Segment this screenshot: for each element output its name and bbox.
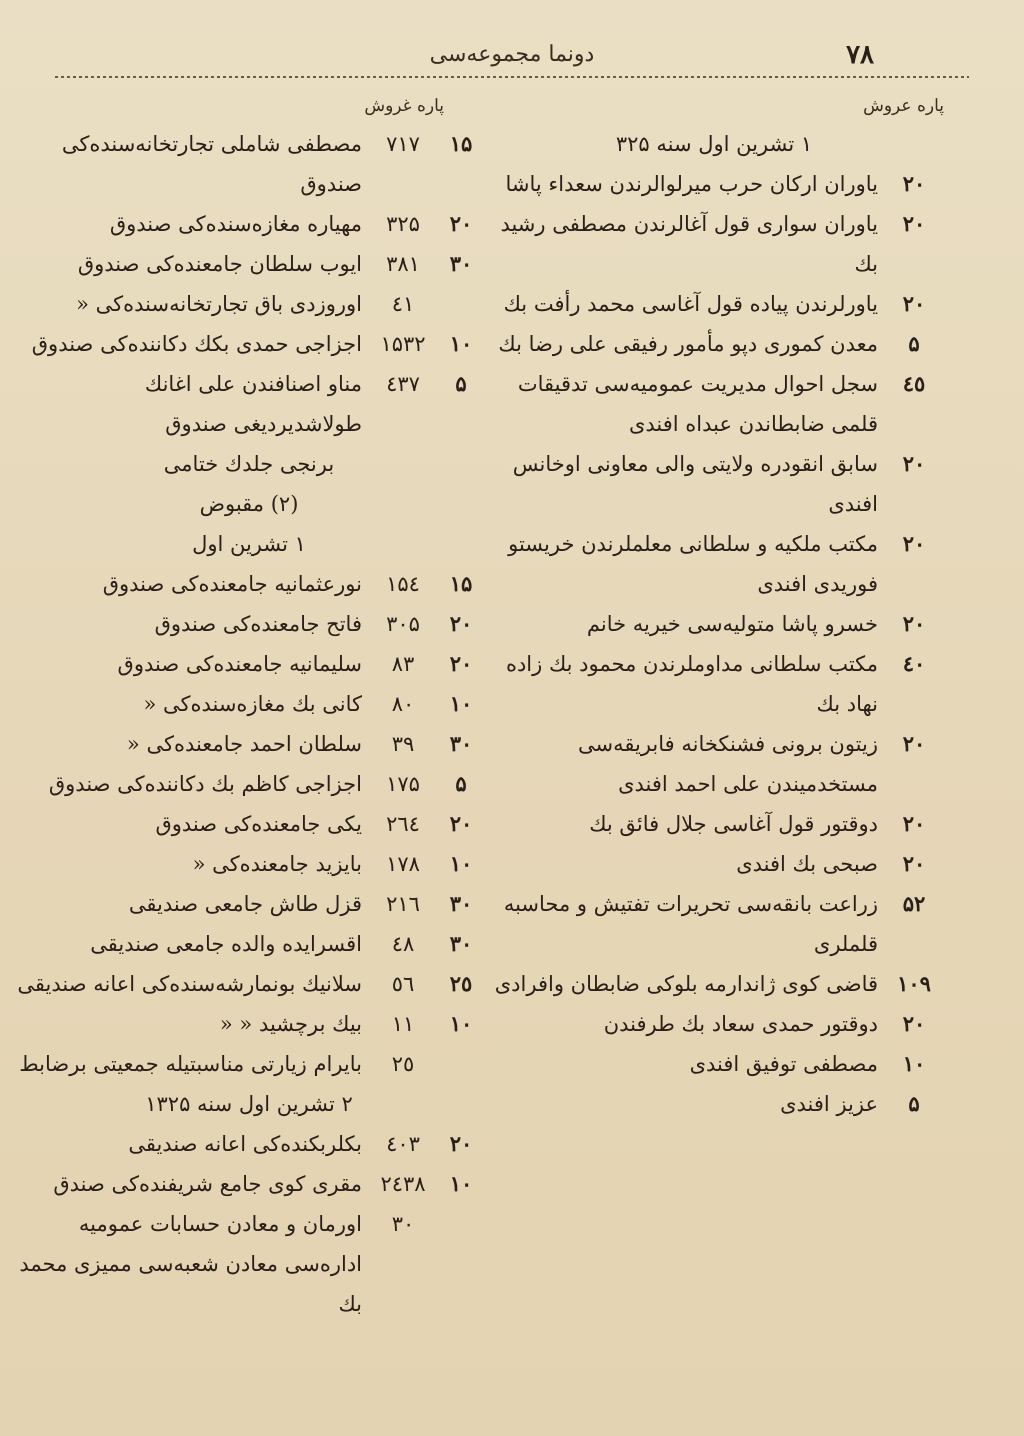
entry-text: نورعثمانیه جامعنده‌کی صندوق <box>102 572 362 596</box>
entry-row <box>484 804 926 844</box>
entry-row <box>14 1204 484 1324</box>
entry-amount: ۲۰ <box>449 211 473 236</box>
entry-amount: ۵ <box>455 371 467 396</box>
entry-amount: ۲۰ <box>449 651 473 676</box>
entry-text: مکتب سلطانی مداوملرندن محمود بك زاده نهاد بك <box>505 652 878 716</box>
entry-row <box>484 164 926 204</box>
entry-text: سلیمانیه جامعنده‌کی صندوق <box>117 652 362 676</box>
section-line: ۱ تشرین اول <box>192 532 306 556</box>
entry-text: قزل طاش جامعی صندیقی <box>128 892 362 916</box>
entry-serial: ۸۰ <box>391 692 415 716</box>
entry-amount: ۲۰ <box>902 291 926 316</box>
entry-serial: ۳۲۵ <box>386 212 420 236</box>
entry-text: ایوب سلطان جامعنده‌کی صندوق <box>77 252 362 276</box>
entry-text: بکلربکنده‌کی اعانه صندیقی <box>128 1132 362 1156</box>
entry-row <box>484 644 926 724</box>
entry-amount: ۳۰ <box>449 931 473 956</box>
entry-amount: ۵ <box>455 771 467 796</box>
entry-serial: ۱۵۳۲ <box>380 332 426 356</box>
entry-text: سلانیك بونمارشه‌سنده‌کی اعانه صندیقی <box>17 972 362 996</box>
entry-row <box>14 644 484 684</box>
column-head: پاره عروش <box>863 96 944 116</box>
entry-row <box>484 284 926 324</box>
entry-text: زراعت بانقه‌سی تحریرات تفتیش و محاسبه قلملری <box>503 892 878 956</box>
entry-text: مقری کوی جامع شریفنده‌کی صندق <box>53 1172 362 1196</box>
column-head: پاره غروش <box>364 96 444 116</box>
entry-text: کانی بك مغازه‌سنده‌کی « <box>143 692 362 716</box>
entry-amount: ۱۰ <box>449 1011 473 1036</box>
entry-amount: ۲٥ <box>449 971 473 996</box>
entry-row <box>14 364 484 444</box>
entry-amount: ۲۰ <box>449 811 473 836</box>
entry-row <box>14 964 484 1004</box>
entry-amount: ۲۰ <box>902 611 926 636</box>
entry-row <box>14 284 484 324</box>
entry-row <box>14 844 484 884</box>
entry-text: سجل احوال مدیریت عمومیه‌سی تدقیقات قلمی ضابطاندن عبداه افندی <box>517 372 878 436</box>
entry-amount: ۱۵ <box>449 131 473 156</box>
entry-text: زیتون برونی فشنکخانه فابریقه‌سی مستخدمیندن علی احمد افندی <box>578 732 878 796</box>
section-line: ۲ تشرین اول سنه ۱۳۲۵ <box>145 1092 353 1116</box>
entry-text: یاوران ارکان حرب میرلوالرندن سعداء پاشا <box>505 172 878 196</box>
page-header <box>60 40 964 76</box>
entry-amount: ۱۰ <box>449 331 473 356</box>
page-number: ۷۸ <box>846 40 874 70</box>
entry-serial: ۲٤۳۸ <box>380 1172 426 1196</box>
entry-row <box>14 804 484 844</box>
entry-serial: ٥٦ <box>391 972 415 996</box>
entry-text: فاتح جامعنده‌کی صندوق <box>154 612 362 636</box>
entry-text: معدن کموری دپو مأمور رفیقی علی رضا بك <box>498 332 878 356</box>
entry-text: عزیز افندی <box>780 1092 878 1116</box>
entry-row <box>484 724 926 804</box>
entry-serial: ۸۳ <box>391 652 415 676</box>
entry-row <box>14 244 484 284</box>
entry-text: سلطان احمد جامعنده‌کی « <box>126 732 362 756</box>
entry-row <box>484 1004 926 1044</box>
entry-serial: ۷۱۷ <box>386 132 420 156</box>
entry-text: اجزاجی کاظم بك دکاننده‌کی صندوق <box>48 772 362 796</box>
entry-amount: ۱۵ <box>449 571 473 596</box>
entry-row <box>14 724 484 764</box>
entry-text: بایرام زیارتی مناسبتیله جمعیتی برضابط <box>19 1052 362 1076</box>
entry-amount: ۵ <box>908 331 920 356</box>
entry-row <box>14 324 484 364</box>
entry-row <box>484 604 926 644</box>
header-rule <box>55 76 969 78</box>
entry-serial: ۱۵٤ <box>386 572 420 596</box>
entry-amount: ۲۰ <box>902 1011 926 1036</box>
entry-amount: ۳۰ <box>449 731 473 756</box>
entry-text: اجزاجی حمدی بکك دکاننده‌کی صندوق <box>31 332 362 356</box>
entry-row <box>14 124 484 204</box>
entry-row <box>14 884 484 924</box>
entry-row <box>14 764 484 804</box>
entry-amount: ۲۰ <box>902 451 926 476</box>
entry-serial: ٤۸ <box>391 932 415 956</box>
entry-text: مصطفی شاملی تجارتخانه‌سنده‌کی صندوق <box>61 132 362 196</box>
entry-row <box>14 204 484 244</box>
entry-text: دوقتور حمدی سعاد بك طرفندن <box>603 1012 878 1036</box>
entry-text: مکتب ملکیه و سلطانی معلملرندن خریستو فوریدی افندی <box>508 532 878 596</box>
entry-row <box>14 564 484 604</box>
entry-serial: ۱۷۸ <box>386 852 420 876</box>
entry-amount: ۲۰ <box>902 811 926 836</box>
entry-serial: ۱۷۵ <box>386 772 420 796</box>
entry-serial: ٤۳۷ <box>386 372 420 396</box>
entry-row <box>484 204 926 284</box>
running-title: دونما مجموعه‌سی <box>429 42 595 67</box>
entry-amount: ۱۰ <box>449 691 473 716</box>
entry-amount: ۲۰ <box>902 531 926 556</box>
entry-text: دوقتور قول آغاسی جلال فائق بك <box>589 812 878 836</box>
entry-serial: ۳۰۵ <box>386 612 420 636</box>
entry-row <box>484 364 926 444</box>
entry-amount: ۱۰ <box>449 851 473 876</box>
entry-row <box>484 964 931 1004</box>
section-line: برنجی جلدك ختامی <box>163 452 335 476</box>
entry-row <box>484 884 926 964</box>
entry-row <box>14 1164 484 1204</box>
entry-serial: ۳۰ <box>391 1212 415 1236</box>
entry-amount: ٤٥ <box>902 371 926 396</box>
entry-amount: ۵ <box>908 1091 920 1116</box>
entry-amount: ۱۰ <box>449 1171 473 1196</box>
entry-row <box>14 604 484 644</box>
entry-text: مهیاره مغازه‌سنده‌کی صندوق <box>109 212 362 236</box>
entry-serial: ۲۱٦ <box>386 892 420 916</box>
entry-text: یکی جامعنده‌کی صندوق <box>155 812 362 836</box>
entry-text: قاضی کوی ژاندارمه بلوکی ضابطان وافرادی <box>494 972 878 996</box>
entry-serial: ۳۸۱ <box>386 252 420 276</box>
entry-serial: ۳۹ <box>391 732 415 756</box>
entry-row <box>484 1044 926 1084</box>
entry-row <box>484 524 926 604</box>
entry-text: مناو اصنافندن علی اغانك طولاشدیردیغی صندوق <box>144 372 362 436</box>
entry-amount: ۵۲ <box>902 891 926 916</box>
entry-text: اوروزدی باق تجارتخانه‌سنده‌کی « <box>76 292 362 316</box>
entry-amount: ۳۰ <box>449 251 473 276</box>
entry-row <box>14 1124 484 1164</box>
entry-serial: ۱۱ <box>391 1012 415 1036</box>
entry-serial: ۲٦٤ <box>386 812 420 836</box>
entry-amount: ۱۰۹ <box>897 971 931 996</box>
entry-text: مصطفی توفیق افندی <box>689 1052 878 1076</box>
entry-row <box>484 844 926 884</box>
date-line: ۱ تشرین اول سنه ۳۲۵ <box>615 132 813 156</box>
left-column <box>14 92 484 1324</box>
entry-amount: ٤۰ <box>902 651 926 676</box>
entry-text: اورمان و معادن حسابات عمومیه اداره‌سی معادن شعبه‌سی ممیزی محمد بك <box>19 1212 362 1316</box>
section-line: (۲) مقبوض <box>199 492 299 516</box>
entry-amount: ۲۰ <box>902 851 926 876</box>
entry-text: سابق انقودره ولایتی والی معاونی اوخانس افندی <box>512 452 878 516</box>
entry-row <box>484 1084 920 1124</box>
entry-text: اقسرایده والده جامعی صندیقی <box>90 932 362 956</box>
entry-amount: ۲۰ <box>902 211 926 236</box>
entry-amount: ۲۰ <box>449 611 473 636</box>
right-column <box>484 92 944 1124</box>
entry-text: بیك برچشید « « <box>219 1012 362 1036</box>
entry-text: خسرو پاشا متولیه‌سی خیریه خانم <box>586 612 878 636</box>
entry-row <box>14 684 484 724</box>
entry-amount: ۱۰ <box>902 1051 926 1076</box>
entry-text: یاوران سواری قول آغالرندن مصطفی رشید بك <box>500 212 878 276</box>
entry-row <box>484 324 920 364</box>
entry-row <box>14 1044 484 1084</box>
entry-text: یاورلرندن پیاده قول آغاسی محمد رأفت بك <box>503 292 878 316</box>
entry-amount: ۲۰ <box>902 731 926 756</box>
entry-text: بایزید جامعنده‌کی « <box>192 852 362 876</box>
entry-row <box>484 444 926 524</box>
entry-row <box>14 1004 484 1044</box>
entry-text: صبحی بك افندی <box>736 852 878 876</box>
entry-amount: ۲۰ <box>449 1131 473 1156</box>
entry-serial: ۲٥ <box>391 1052 415 1076</box>
entry-row <box>14 924 484 964</box>
entry-serial: ٤۰۳ <box>386 1132 420 1156</box>
entry-amount: ۲۰ <box>902 171 926 196</box>
entry-amount: ۳۰ <box>449 891 473 916</box>
entry-serial: ٤۱ <box>391 292 415 316</box>
